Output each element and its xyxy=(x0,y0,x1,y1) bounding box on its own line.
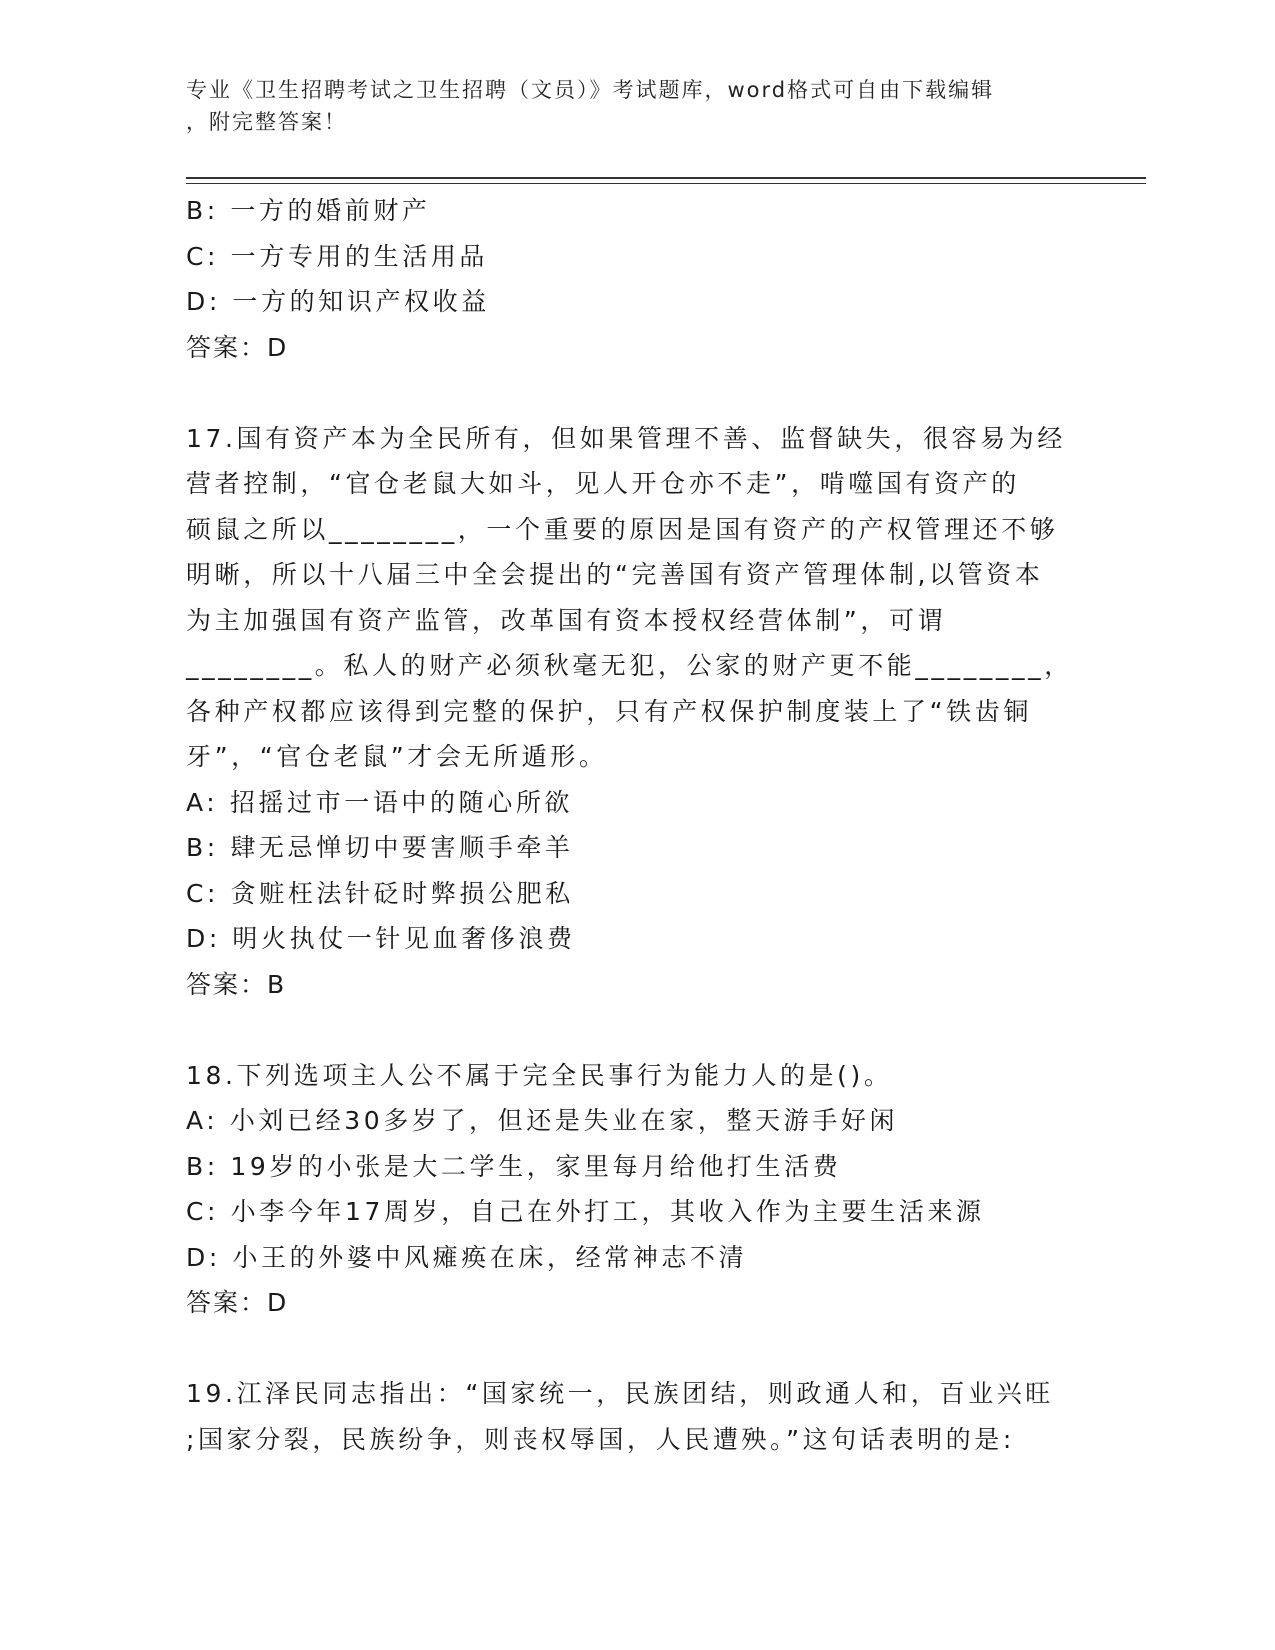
option-b: B: 19岁的小张是大二学生，家里每月给他打生活费 xyxy=(186,1151,842,1181)
option-b: B: 一方的婚前财产 xyxy=(186,196,431,225)
document-header xyxy=(186,74,1066,138)
question-16-tail xyxy=(186,188,1086,370)
question-text-line: 为主加强国有资产监管，改革国有资本授权经营体制”，可谓 xyxy=(186,605,947,635)
question-text-line: 各种产权都应该得到完整的保护，只有产权保护制度装上了“铁齿铜 xyxy=(186,696,1032,726)
question-text-line: 18.下列选项主人公不属于完全民事行为能力人的是()。 xyxy=(186,1060,893,1090)
question-text-line: 19.江泽民同志指出：“国家统一，民族团结，则政通人和，百业兴旺 xyxy=(186,1379,1054,1408)
option-a: A: 招摇过市一语中的随心所欲 xyxy=(186,787,574,817)
spacer xyxy=(186,1007,1086,1053)
answer-line: 答案：D xyxy=(186,332,289,362)
question-body xyxy=(186,188,1086,1462)
question-text-line: ;国家分裂，民族纷争，则丧权辱国，人民遭殃。”这句话表明的是: xyxy=(186,1424,1015,1454)
option-c: C: 一方专用的生活用品 xyxy=(186,241,489,271)
header-divider-thin xyxy=(186,183,1146,184)
option-a: A: 小刘已经30多岁了，但还是失业在家，整天游手好闲 xyxy=(186,1106,899,1135)
question-text-line: 明晰，所以十八届三中全会提出的“完善国有资产管理体制,以管资本 xyxy=(186,560,1044,589)
question-17 xyxy=(186,416,1086,1008)
option-c: C: 小李今年17周岁，自己在外打工，其收入作为主要生活来源 xyxy=(186,1197,985,1226)
option-b: B: 肆无忌惮切中要害顺手牵羊 xyxy=(186,833,574,862)
spacer xyxy=(186,370,1086,416)
header-divider-thick xyxy=(186,177,1146,179)
question-19 xyxy=(186,1371,1086,1462)
question-text-line: ________。私人的财产必须秋毫无犯，公家的财产更不能________， xyxy=(186,651,1073,680)
question-text-line: 营者控制，“官仓老鼠大如斗，见人开仓亦不走”，啃噬国有资产的 xyxy=(186,469,1020,498)
answer-line: 答案：B xyxy=(186,969,287,999)
option-c: C: 贪赃枉法针砭时弊损公肥私 xyxy=(186,878,574,908)
question-text-line: 17.国有资产本为全民所有，但如果管理不善、监督缺失，很容易为经 xyxy=(186,423,1066,453)
spacer xyxy=(186,1326,1086,1372)
question-18 xyxy=(186,1053,1086,1326)
header-line-1: 专业《卫生招聘考试之卫生招聘（文员）》考试题库，word格式可自由下载编辑 xyxy=(186,78,995,102)
header-line-2: ，附完整答案！ xyxy=(186,110,347,134)
answer-line: 答案：D xyxy=(186,1288,289,1317)
option-d: D: 小王的外婆中风瘫痪在床，经常神志不清 xyxy=(186,1242,748,1272)
option-d: D: 一方的知识产权收益 xyxy=(186,287,490,316)
question-text-line: 牙”，“官仓老鼠”才会无所遁形。 xyxy=(186,742,608,771)
option-d: D: 明火执仗一针见血奢侈浪费 xyxy=(186,924,576,953)
question-text-line: 硕鼠之所以________，一个重要的原因是国有资产的产权管理还不够 xyxy=(186,514,1059,544)
